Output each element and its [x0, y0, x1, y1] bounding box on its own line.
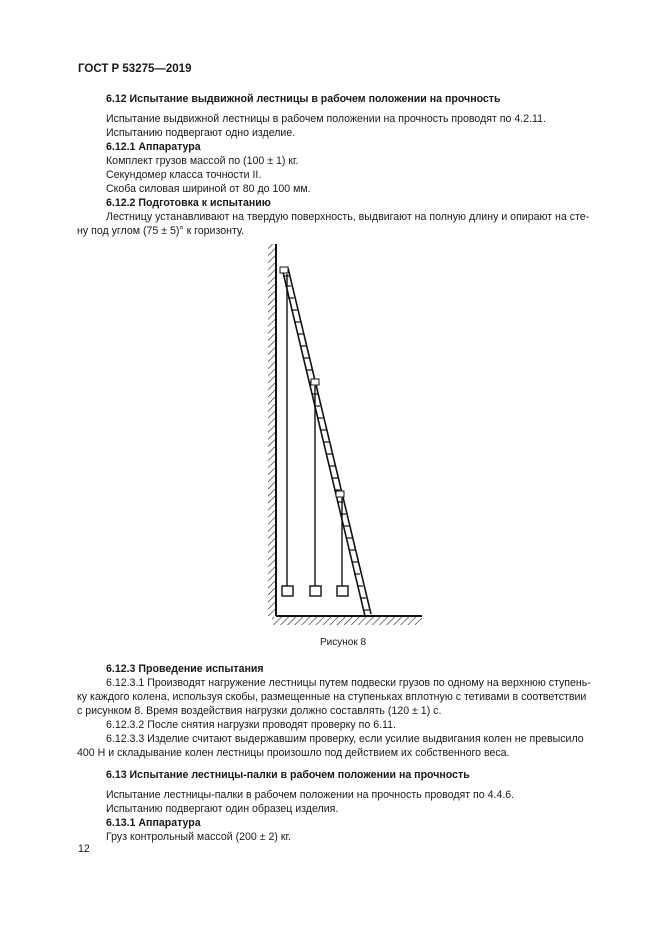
section-6-13-paragraph: Испытанию подвергают один образец изделия. [106, 803, 339, 815]
section-6-12-3-line: 6.12.3.3 Изделие считают выдержавшим проверку, если усилие выдвигания колен не превысило [106, 733, 584, 745]
test-weights [282, 274, 348, 596]
section-6-12-3-line: 6.12.3.1 Производят нагружение лестницы путем подвески грузов по одному на верхнюю ступень- [106, 677, 591, 689]
section-6-13-1-title: 6.13.1 Аппаратура [106, 817, 201, 829]
ladder-test-figure [262, 240, 432, 630]
page-number: 12 [78, 843, 90, 855]
section-6-13-1-paragraph: Груз контрольный массой (200 ± 2) кг. [106, 831, 291, 843]
section-6-12-title: 6.12 Испытание выдвижной лестницы в рабочем положении на прочность [106, 93, 501, 105]
section-6-12-3-title: 6.12.3 Проведение испытания [106, 663, 264, 675]
section-6-12-2-title: 6.12.2 Подготовка к испытанию [106, 197, 271, 209]
wall-hatching [268, 244, 276, 616]
floor-hatching [272, 616, 422, 625]
section-6-12-1-title: 6.12.1 Аппаратура [106, 141, 201, 153]
section-6-12-2-line: ну под углом (75 ± 5)° к горизонту. [77, 225, 245, 237]
document-header: ГОСТ Р 53275—2019 [78, 63, 192, 75]
section-6-13-title: 6.13 Испытание лестницы-палки в рабочем положении на прочность [106, 769, 470, 781]
equipment-item: Комплект грузов массой по (100 ± 1) кг. [106, 155, 299, 167]
section-6-12-3-line: ку каждого колена, используя скобы, размещенные на ступеньках вплотную с тетивами в соответствии [77, 691, 587, 703]
section-6-12-paragraph: Испытанию подвергают одно изделие. [106, 127, 296, 139]
section-6-13-paragraph: Испытание лестницы-палки в рабочем положении на прочность проводят по 4.4.6. [106, 789, 515, 801]
section-6-12-2-line: Лестницу устанавливают на твердую поверхность, выдвигают на полную длину и опирают на сте- [106, 211, 590, 223]
section-6-12-3-line: с рисунком 8. Время воздействия нагрузки должно составлять (120 ± 1) с. [77, 705, 442, 717]
section-6-12-paragraph: Испытание выдвижной лестницы в рабочем положении на прочность проводят по 4.2.11. [106, 113, 546, 125]
section-6-12-3-line: 6.12.3.2 После снятия нагрузки проводят проверку по 6.11. [106, 719, 396, 731]
equipment-item: Скоба силовая шириной от 80 до 100 мм. [106, 183, 311, 195]
equipment-item: Секундомер класса точности II. [106, 169, 262, 181]
figure-caption: Рисунок 8 [320, 637, 367, 648]
section-6-12-3-line: 400 Н и складывание колен лестницы произошло под действием их собственного веса. [77, 747, 510, 759]
extension-ladder [280, 267, 371, 616]
